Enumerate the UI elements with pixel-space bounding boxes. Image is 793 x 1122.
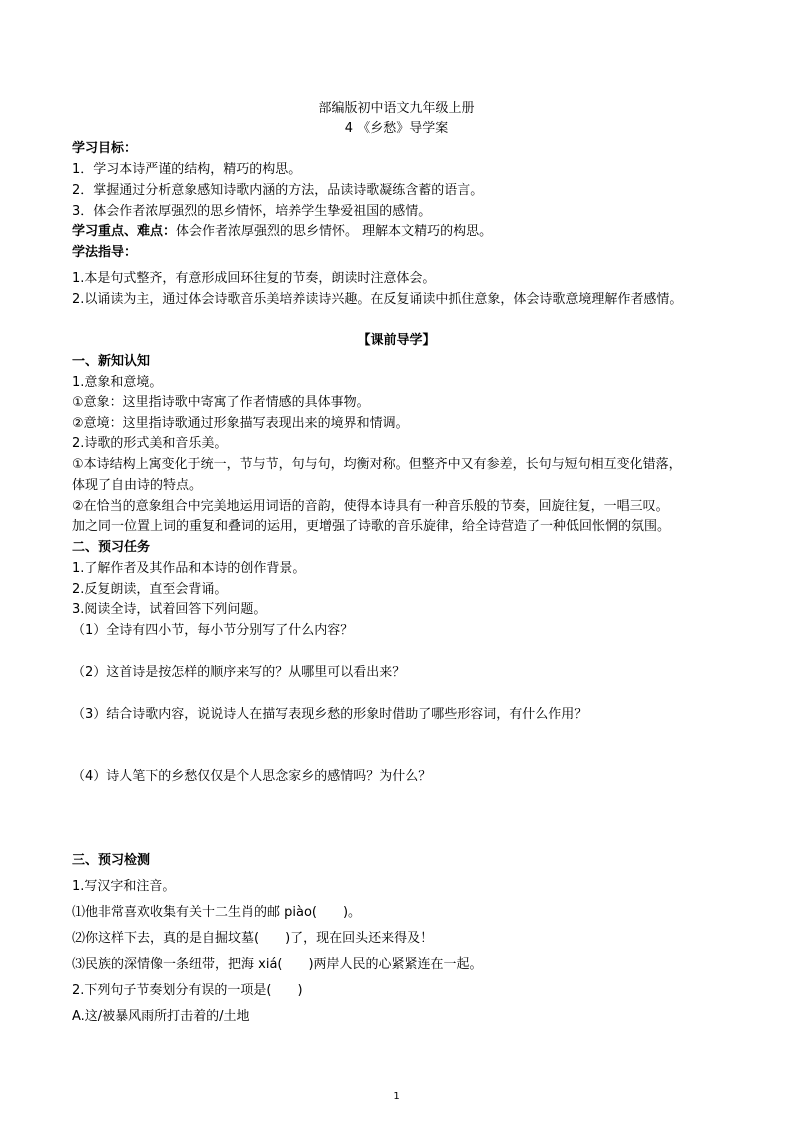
key-points: [72, 224, 492, 240]
section3-line: ⑶民族的深情像一条纽带，把海 xiá( )两岸人民的心紧紧连在一起。: [72, 957, 483, 972]
question-item: （3）结合诗歌内容，说说诗人在描写表现乡愁的形象时借助了哪些形容词，有什么作用？: [72, 707, 588, 722]
section2-line: 2.反复朗读，直至会背诵。: [72, 582, 228, 597]
section3-line: 2.下列句子节奏划分有误的一项是( ): [72, 983, 303, 998]
section2-line: 3.阅读全诗，试着回答下列问题。: [72, 602, 267, 617]
key-points-heading: 学习重点、难点：: [72, 224, 177, 239]
section1-line: 体现了自由诗的特点。: [72, 478, 203, 493]
method-item: 1.本是句式整齐，有意形成回环往复的节奏，朗读时注意体会。: [72, 271, 436, 286]
question-item: （2）这首诗是按怎样的顺序来写的？从哪里可以看出来？: [72, 665, 406, 680]
objective-item: 1．学习本诗严谨的结构，精巧的构思。: [72, 162, 302, 177]
doc-subtitle: 4 《乡愁》导学案: [344, 121, 449, 136]
section3-heading: 三、预习检测: [72, 853, 151, 868]
method-heading: 学法指导：: [72, 245, 138, 260]
doc-title: 部编版初中语文九年级上册: [318, 101, 475, 116]
section1-line: 2.诗歌的形式美和音乐美。: [72, 436, 228, 451]
section3-line: ⑴他非常喜欢收集有关十二生肖的邮 piào( )。: [72, 905, 362, 920]
section1-line: ②意境：这里指诗歌通过形象描写表现出来的境界和情调。: [72, 416, 409, 431]
pre-class-heading: 【课前导学】: [357, 333, 436, 348]
page-number: 1: [393, 1091, 400, 1102]
section3-line: 1.写汉字和注音。: [72, 879, 176, 894]
section1-line: 加之同一位置上词的重复和叠词的运用，更增强了诗歌的音乐旋律，给全诗营造了一种低回怅惘的氛围。: [72, 519, 671, 534]
section3-line: A.这/被暴风雨所打击着的/土地: [72, 1009, 250, 1024]
objective-item: 2．掌握通过分析意象感知诗歌内涵的方法，品读诗歌凝练含蓄的语言。: [72, 183, 484, 198]
objective-item: 3．体会作者浓厚强烈的思乡情怀，培养学生挚爱祖国的感情。: [72, 204, 432, 219]
section3-line: ⑵你这样下去，真的是自掘坟墓( )了，现在回头还来得及！: [72, 931, 434, 946]
section1-line: ①本诗结构上寓变化于统一，节与节，句与句，均衡对称。但整齐中又有参差，长句与短句相互变化错落，: [72, 457, 682, 472]
section2-heading: 二、预习任务: [72, 540, 151, 555]
objectives-heading: 学习目标：: [72, 141, 138, 156]
section2-line: 1.了解作者及其作品和本诗的创作背景。: [72, 561, 306, 576]
section1-line: ②在恰当的意象组合中完美地运用词语的音韵，使得本诗具有一种音乐般的节奏，回旋往复，一唱三叹。: [72, 499, 669, 514]
question-item: （1）全诗有四小节，每小节分别写了什么内容？: [72, 623, 354, 638]
question-item: （4）诗人笔下的乡愁仅仅是个人思念家乡的感情吗？为什么？: [72, 769, 432, 784]
section1-line: ①意象：这里指诗歌中寄寓了作者情感的具体事物。: [72, 395, 370, 410]
section1-line: 1.意象和意境。: [72, 375, 163, 390]
method-item: 2.以诵读为主，通过体会诗歌音乐美培养读诗兴趣。在反复诵读中抓住意象，体会诗歌意境理解作者感情。: [72, 292, 683, 307]
section1-heading: 一、新知认知: [72, 354, 151, 369]
key-points-text: 体会作者浓厚强烈的思乡情怀。 理解本文精巧的构思。: [176, 224, 493, 239]
